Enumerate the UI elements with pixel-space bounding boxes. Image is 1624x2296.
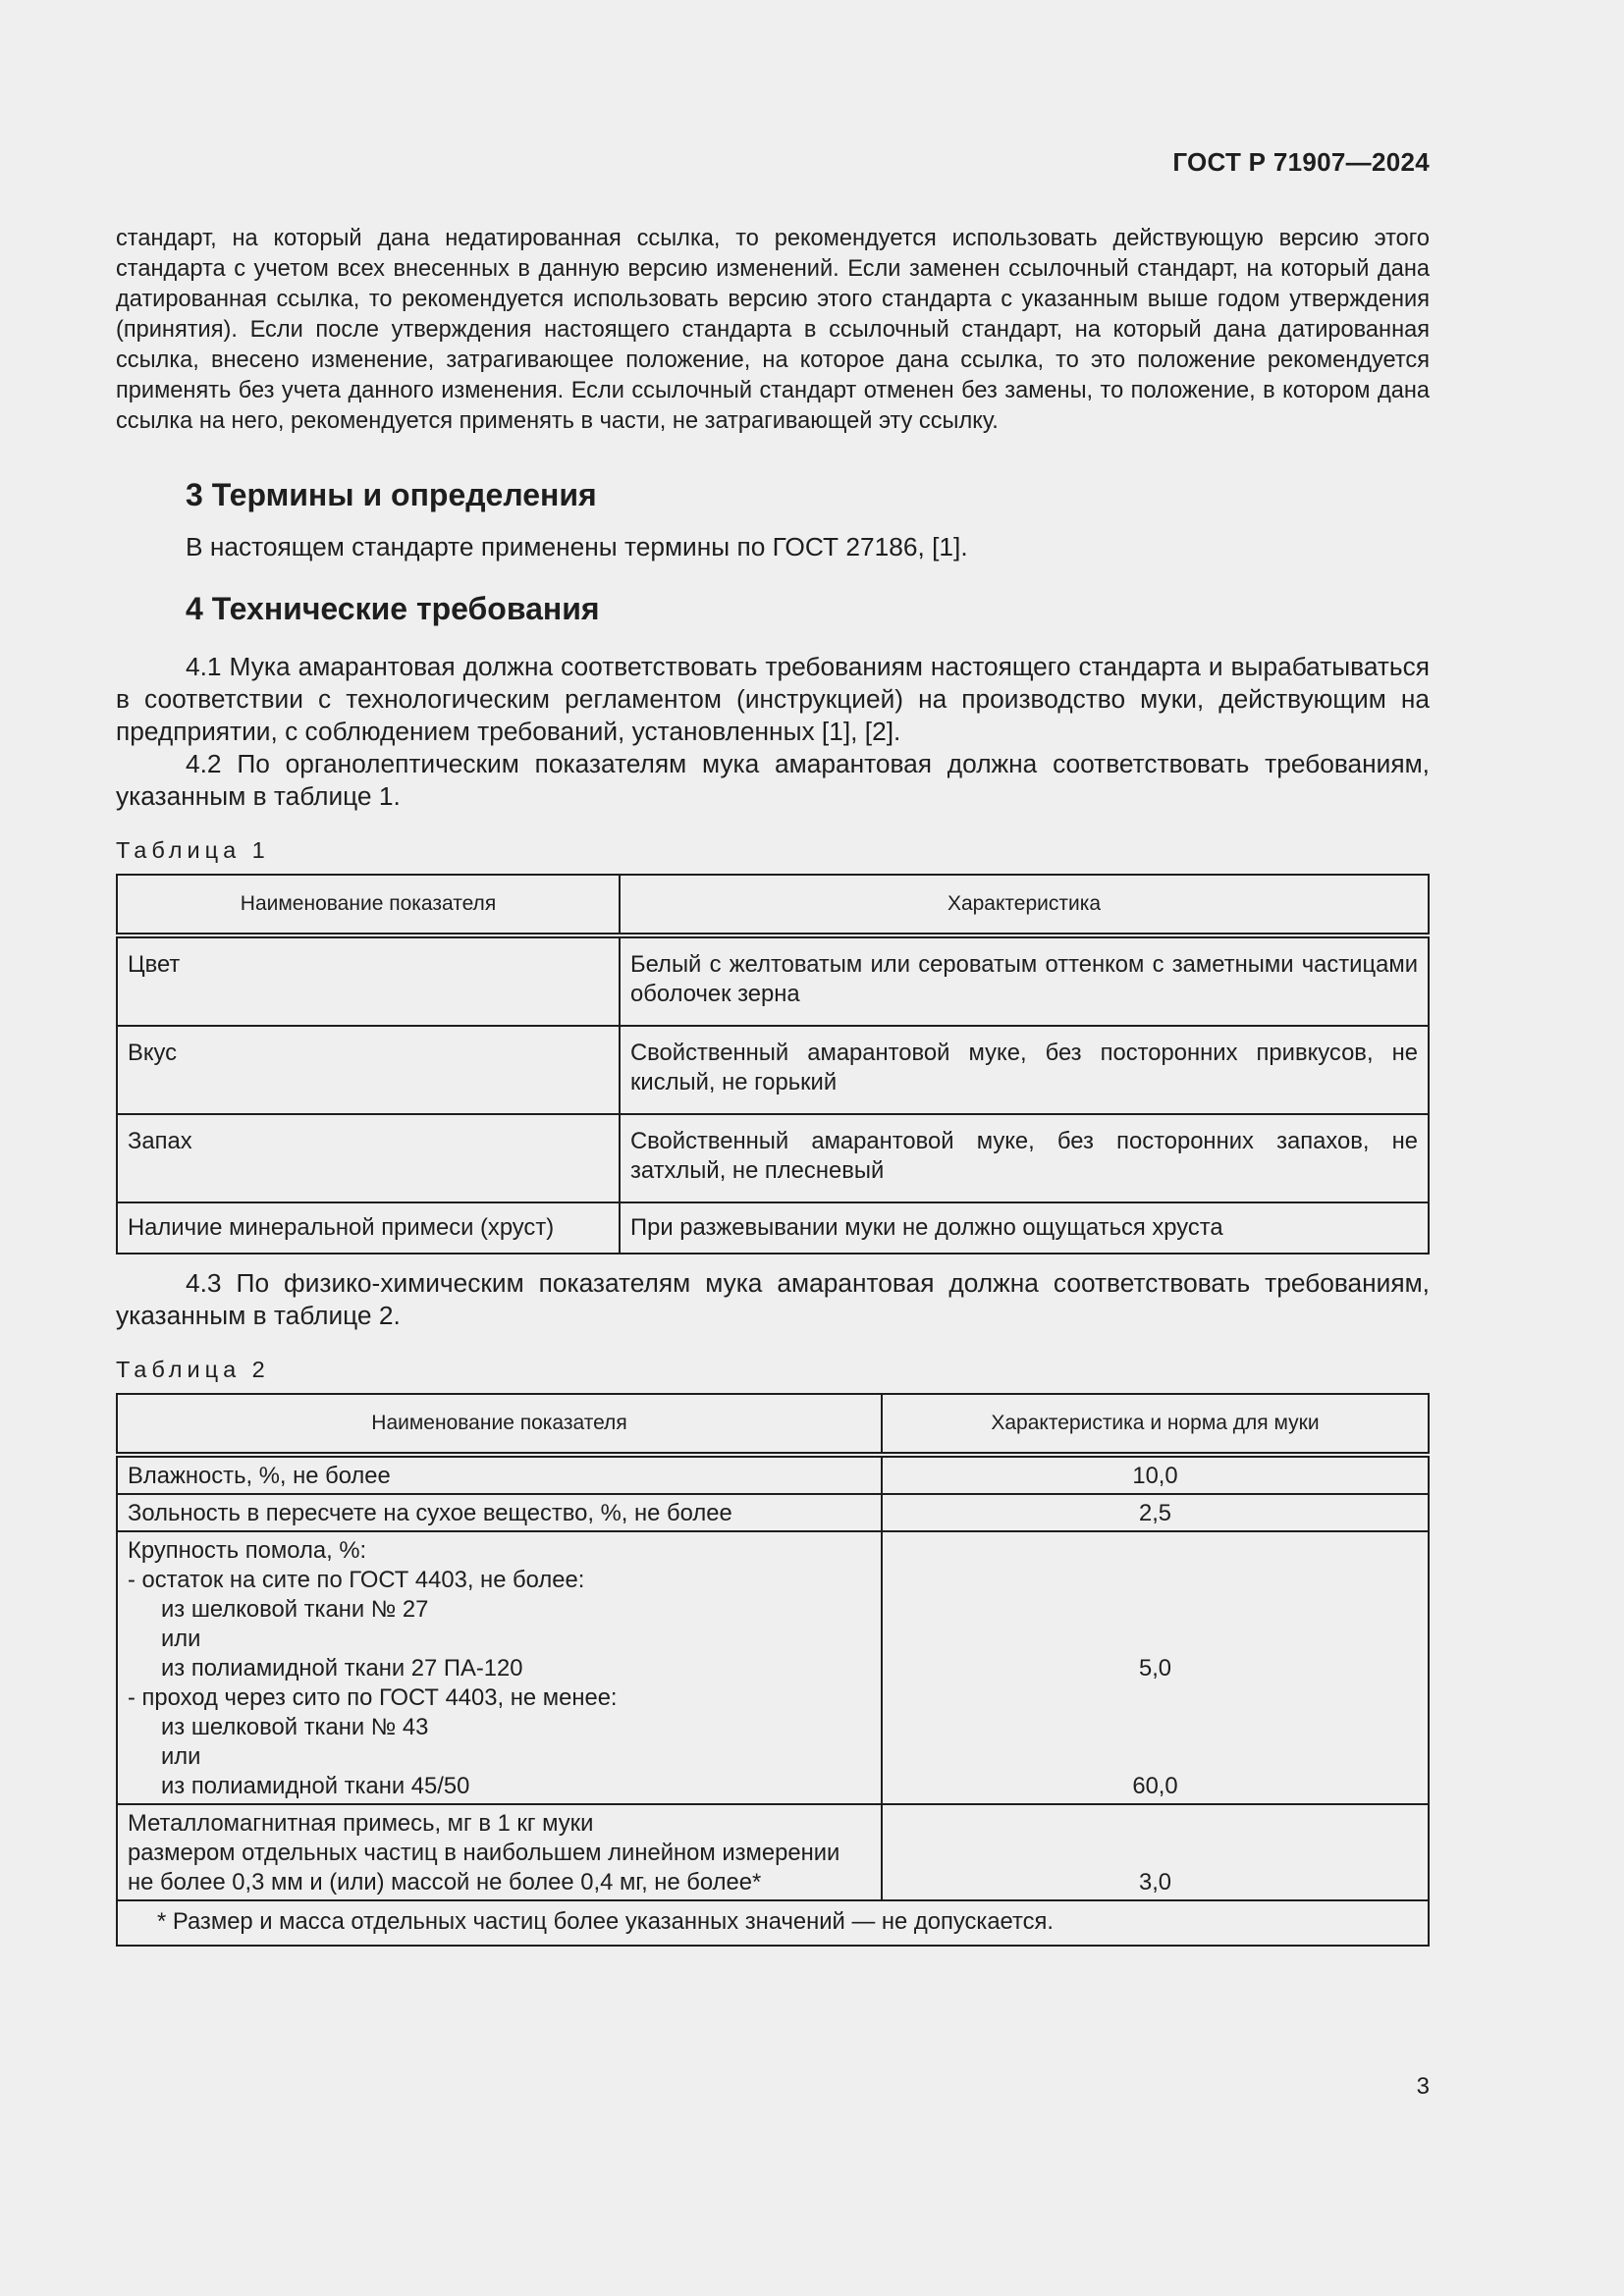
- table-cell: Наличие минеральной примеси (хруст): [117, 1202, 620, 1254]
- table-cell: Зольность в пересчете на сухое вещество, %, не более: [117, 1494, 882, 1531]
- table-cell: Свойственный амарантовой муке, без посторонних запахов, не затхлый, не плесневый: [620, 1114, 1429, 1202]
- table-cell: [882, 1531, 1429, 1804]
- table-cell: 3,0: [882, 1804, 1429, 1900]
- blank-line: [893, 1536, 1418, 1566]
- blank-line: [893, 1595, 1418, 1625]
- page-content: [116, 224, 1430, 1947]
- grain-line: Крупность помола, %:: [128, 1537, 367, 1564]
- table-header-row: [117, 1394, 1429, 1455]
- grain-line: из шелковой ткани № 43: [161, 1714, 429, 1740]
- table-header-cell: Наименование показателя: [117, 875, 620, 935]
- blank-line: [893, 1713, 1418, 1742]
- table-cell: Запах: [117, 1114, 620, 1202]
- table-footnote-row: [117, 1900, 1429, 1946]
- paragraph-4-2: 4.2 По органолептическим показателям мука амарантовая должна соответствовать требованиям, указанным в таблице 1.: [116, 749, 1430, 811]
- table-row: [117, 1114, 1429, 1202]
- blank-line: [893, 1566, 1418, 1595]
- table-header-row: [117, 875, 1429, 935]
- table-row: [117, 1026, 1429, 1114]
- section-3-heading: 3 Термины и определения: [186, 477, 597, 512]
- table-2: [116, 1393, 1430, 1947]
- blank-line: [893, 1683, 1418, 1713]
- table-footnote: * Размер и масса отдельных частиц более указанных значений — не допускается.: [117, 1900, 1429, 1946]
- metal-line: размером отдельных частиц в наибольшем линейном измерении: [128, 1840, 840, 1866]
- table-cell: Цвет: [117, 935, 620, 1026]
- table-header-cell: Наименование показателя: [117, 1394, 882, 1455]
- grain-line: или: [161, 1743, 201, 1770]
- table-cell: Свойственный амарантовой муке, без посторонних привкусов, не кислый, не горький: [620, 1026, 1429, 1114]
- table-2-caption: Таблица 2: [116, 1357, 270, 1382]
- table-cell: 10,0: [882, 1455, 1429, 1494]
- table-header-cell: Характеристика и норма для муки: [882, 1394, 1429, 1455]
- table-cell: [117, 1804, 882, 1900]
- table-header-cell: Характеристика: [620, 875, 1429, 935]
- table-cell: Влажность, %, не более: [117, 1455, 882, 1494]
- table-cell: Белый с желтоватым или сероватым оттенком с заметными частицами оболочек зерна: [620, 935, 1429, 1026]
- grain-line: из полиамидной ткани 45/50: [161, 1773, 470, 1799]
- table-row: [117, 1804, 1429, 1900]
- table-cell: Вкус: [117, 1026, 620, 1114]
- paragraph-4-3: 4.3 По физико-химическим показателям мука амарантовая должна соответствовать требованиям, указанным в таблице 2.: [116, 1268, 1430, 1330]
- grain-line: из шелковой ткани № 27: [161, 1596, 429, 1623]
- document-code: ГОСТ Р 71907—2024: [1172, 147, 1430, 177]
- table-row: [117, 1494, 1429, 1531]
- blank-line: [893, 1625, 1418, 1654]
- grain-line: из полиамидной ткани 27 ПА-120: [161, 1655, 523, 1682]
- section-4-heading: 4 Технические требования: [186, 591, 600, 626]
- table-cell: [117, 1531, 882, 1804]
- metal-line: не более 0,3 мм и (или) массой не более 0,4 мг, не более*: [128, 1869, 762, 1896]
- page-number: 3: [1416, 2073, 1430, 2100]
- grain-residue-value: 5,0: [1138, 1655, 1172, 1682]
- grain-line: или: [161, 1626, 201, 1652]
- blank-line: [893, 1742, 1418, 1772]
- table-row: [117, 935, 1429, 1026]
- metal-line: Металломагнитная примесь, мг в 1 кг муки: [128, 1810, 594, 1837]
- grain-line: - проход через сито по ГОСТ 4403, не менее:: [128, 1684, 618, 1711]
- table-cell: 2,5: [882, 1494, 1429, 1531]
- intro-paragraph: стандарт, на который дана недатированная ссылка, то рекомендуется использовать действующую версию этого стандарта с учетом всех внесенных в данную версию изменений. Если заменен ссылочный стандарт, на который дана датированная ссылка, то рекомендуется использовать версию этого стандарта с указанным выше годом утверждения (принятия). Если после утверждения настоящего стандарта в ссылочный стандарт, на который дана датированная ссылка, внесено изменение, затрагивающее положение, на которое дана ссылка, то это положение рекомендуется применять без учета данного изменения. Если ссылочный стандарт отменен без замены, то положение, в котором дана ссылка на него, рекомендуется применять в части, не затрагивающей эту ссылку.: [116, 226, 1430, 434]
- table-row: [117, 1531, 1429, 1804]
- table-cell: При разжевывании муки не должно ощущаться хруста: [620, 1202, 1429, 1254]
- table-1: [116, 874, 1430, 1255]
- paragraph-4-1: 4.1 Мука амарантовая должна соответствовать требованиям настоящего стандарта и вырабатываться в соответствии с технологическим регламентом (инструкцией) на производство муки, действующим на предприятии, с соблюдением требований, установленных [1], [2].: [116, 652, 1430, 746]
- table-row: [117, 1455, 1429, 1494]
- grain-line: - остаток на сите по ГОСТ 4403, не более:: [128, 1567, 585, 1593]
- section-3-text: В настоящем стандарте применены термины по ГОСТ 27186, [1].: [186, 532, 968, 561]
- grain-pass-value: 60,0: [1132, 1773, 1178, 1799]
- table-1-caption: Таблица 1: [116, 837, 270, 863]
- table-row: [117, 1202, 1429, 1254]
